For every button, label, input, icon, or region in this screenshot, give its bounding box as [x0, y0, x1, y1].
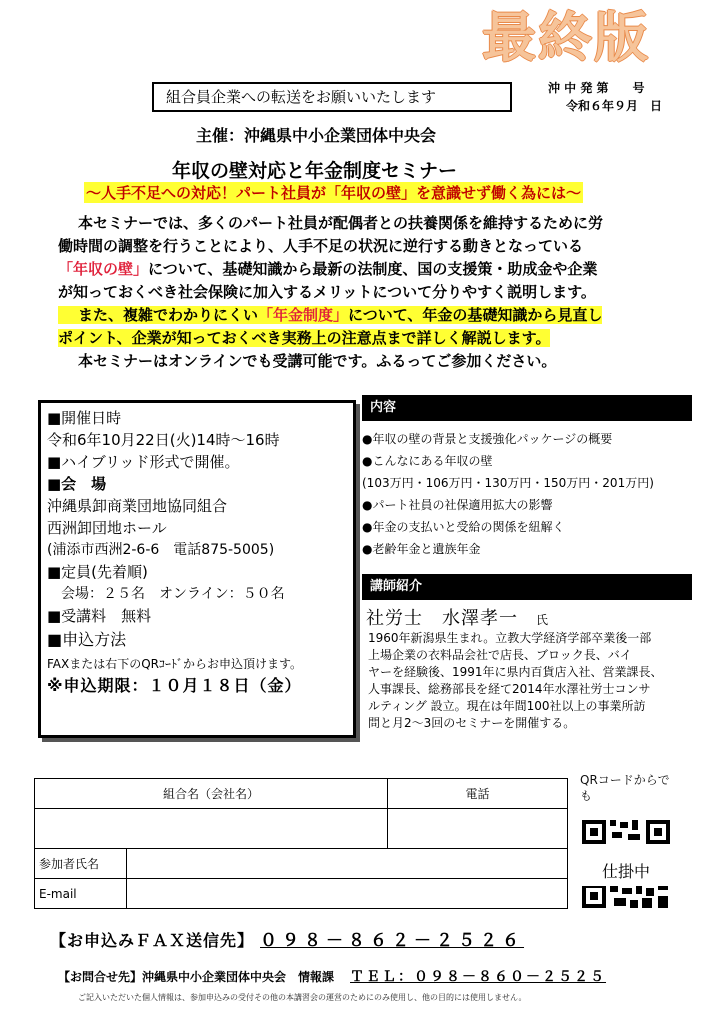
intro-line: 本セミナーはオンラインでも受講可能です。ふるってご参加ください。	[78, 352, 557, 370]
bio-line: ルティング 設立。現在は年間100社以上の事業所訪	[368, 699, 646, 713]
intro-line: について、年金の基礎知識から見直し	[348, 306, 603, 324]
bio-line: ヤーを経験後、1991年に県内百貨店入社、営業課長、	[368, 665, 663, 679]
intro-line: について、基礎知識から最新の法制度、国の支援策・助成金や企業	[148, 260, 598, 278]
venue-name: 沖縄県卸商業団地協同組合	[47, 497, 228, 515]
privacy-notice: ご記入いただいた個人情報は、参加申込みの受付その他の本講習会の運営のためにのみ使用し、他の目的には使用しません。	[78, 993, 527, 1002]
date-label: ■開催日時	[47, 409, 122, 427]
fee: ■受講料 無料	[47, 607, 152, 625]
qr-caption: QRコードからでも	[580, 773, 670, 803]
phone-header: 電話	[388, 779, 568, 809]
contact-line	[58, 966, 606, 986]
contents-list	[362, 428, 702, 560]
venue-hall: 西洲卸団地ホール	[47, 519, 167, 537]
phone-field[interactable]	[388, 809, 568, 849]
intro-highlight-nenshu: 「年収の壁」	[58, 260, 149, 278]
date-value: 令和6年10月22日(火)14時～16時	[47, 431, 280, 449]
contact-label: 【お問合せ先】沖縄県中小企業団体中央会 情報課	[58, 970, 335, 984]
apply-label: ■申込方法	[47, 630, 127, 649]
deadline: ※申込期限：１０月１８日（金）	[47, 676, 302, 695]
lecturer-name-text: 社労士 水澤孝一	[366, 608, 518, 629]
seminar-title: 年収の壁対応と年金制度セミナー	[172, 160, 458, 182]
intro-text	[58, 212, 684, 373]
honorific: 氏	[536, 613, 550, 627]
bio-line: 人事課長、総務部長を経て2014年水澤社労士コンサ	[368, 682, 651, 696]
fax-line	[50, 926, 524, 951]
content-item: ●こんなにある年収の壁	[362, 454, 493, 468]
document-number: 沖 中 発 第 号	[548, 81, 645, 95]
contents-heading: 内容	[362, 395, 692, 421]
venue-label: ■会 場	[47, 475, 107, 493]
participant-label: 参加者氏名	[35, 849, 127, 879]
qr-status: 仕掛中	[580, 858, 672, 886]
bio-line: 1960年新潟県生まれ。立教大学経済学部卒業後一部	[368, 631, 652, 645]
content-item: ●パート社員の社保適用拡大の影響	[362, 498, 553, 512]
lecturer-heading: 講師紹介	[362, 574, 692, 600]
event-details-box	[38, 400, 356, 738]
intro-highlight-nenkin: 「年金制度」	[258, 306, 349, 324]
hybrid-format: ■ハイブリッド形式で開催。	[47, 453, 240, 471]
document-date: 令和６年９月 日	[566, 99, 663, 113]
fax-number: ０９８－８６２－２５２６	[260, 931, 525, 951]
lecturer-bio	[368, 630, 708, 732]
participant-field[interactable]	[127, 849, 568, 879]
content-item: ●年金の支払いと受給の関係を紐解く	[362, 520, 565, 534]
contact-tel: ＴＥＬ：０９８－８６０－２５２５	[350, 969, 607, 985]
intro-line: ポイント、企業が知っておくべき実務上の注意点まで詳しく解説します。	[58, 329, 551, 347]
seminar-subtitle: ～人手不足への対応！パート社員が「年収の壁」を意識せず働く為には～	[86, 184, 582, 202]
company-field[interactable]	[35, 809, 388, 849]
intro-line: が知っておくべき社会保険に加入するメリットについて分りやすく説明します。	[58, 283, 596, 301]
email-field[interactable]	[127, 879, 568, 909]
content-item: ●老齢年金と遺族年金	[362, 542, 481, 556]
final-version-stamp: 最終版	[482, 6, 650, 69]
bio-line: 上場企業の衣料品会社で店長、ブロック長、バイ	[368, 648, 632, 662]
intro-line: 本セミナーでは、多くのパート社員が配偶者との扶養関係を維持するために労	[78, 214, 604, 232]
content-item: ●年収の壁の背景と支援強化パッケージの概要	[362, 432, 613, 446]
company-header: 組合名（会社名）	[35, 779, 388, 809]
venue-address: (浦添市西洲2-6-6 電話875-5005)	[47, 542, 275, 558]
intro-line: 働時間の調整を行うことにより、人手不足の状況に逆行する動きとなっている	[58, 237, 584, 255]
lecturer-name	[366, 604, 549, 630]
capacity-label: ■定員(先着順)	[47, 563, 148, 581]
bio-line: 問と月2～3回のセミナーを開催する。	[368, 716, 576, 730]
content-item: (103万円・106万円・130万円・150万円・201万円)	[362, 476, 654, 490]
organizer: 主催：沖縄県中小企業団体中央会	[196, 126, 437, 145]
application-form	[34, 778, 568, 909]
fax-label: 【お申込みＦＡＸ送信先】	[50, 931, 255, 950]
intro-line: また、複雑でわかりにくい	[58, 306, 258, 324]
capacity-value: 会場：２５名 オンライン：５０名	[61, 586, 285, 602]
apply-method: FAXまたは右下のQRｺｰﾄﾞからお申込頂けます。	[47, 657, 303, 671]
email-label: E-mail	[35, 879, 127, 909]
forward-notice: 組合員企業への転送をお願いいたします	[152, 82, 512, 112]
